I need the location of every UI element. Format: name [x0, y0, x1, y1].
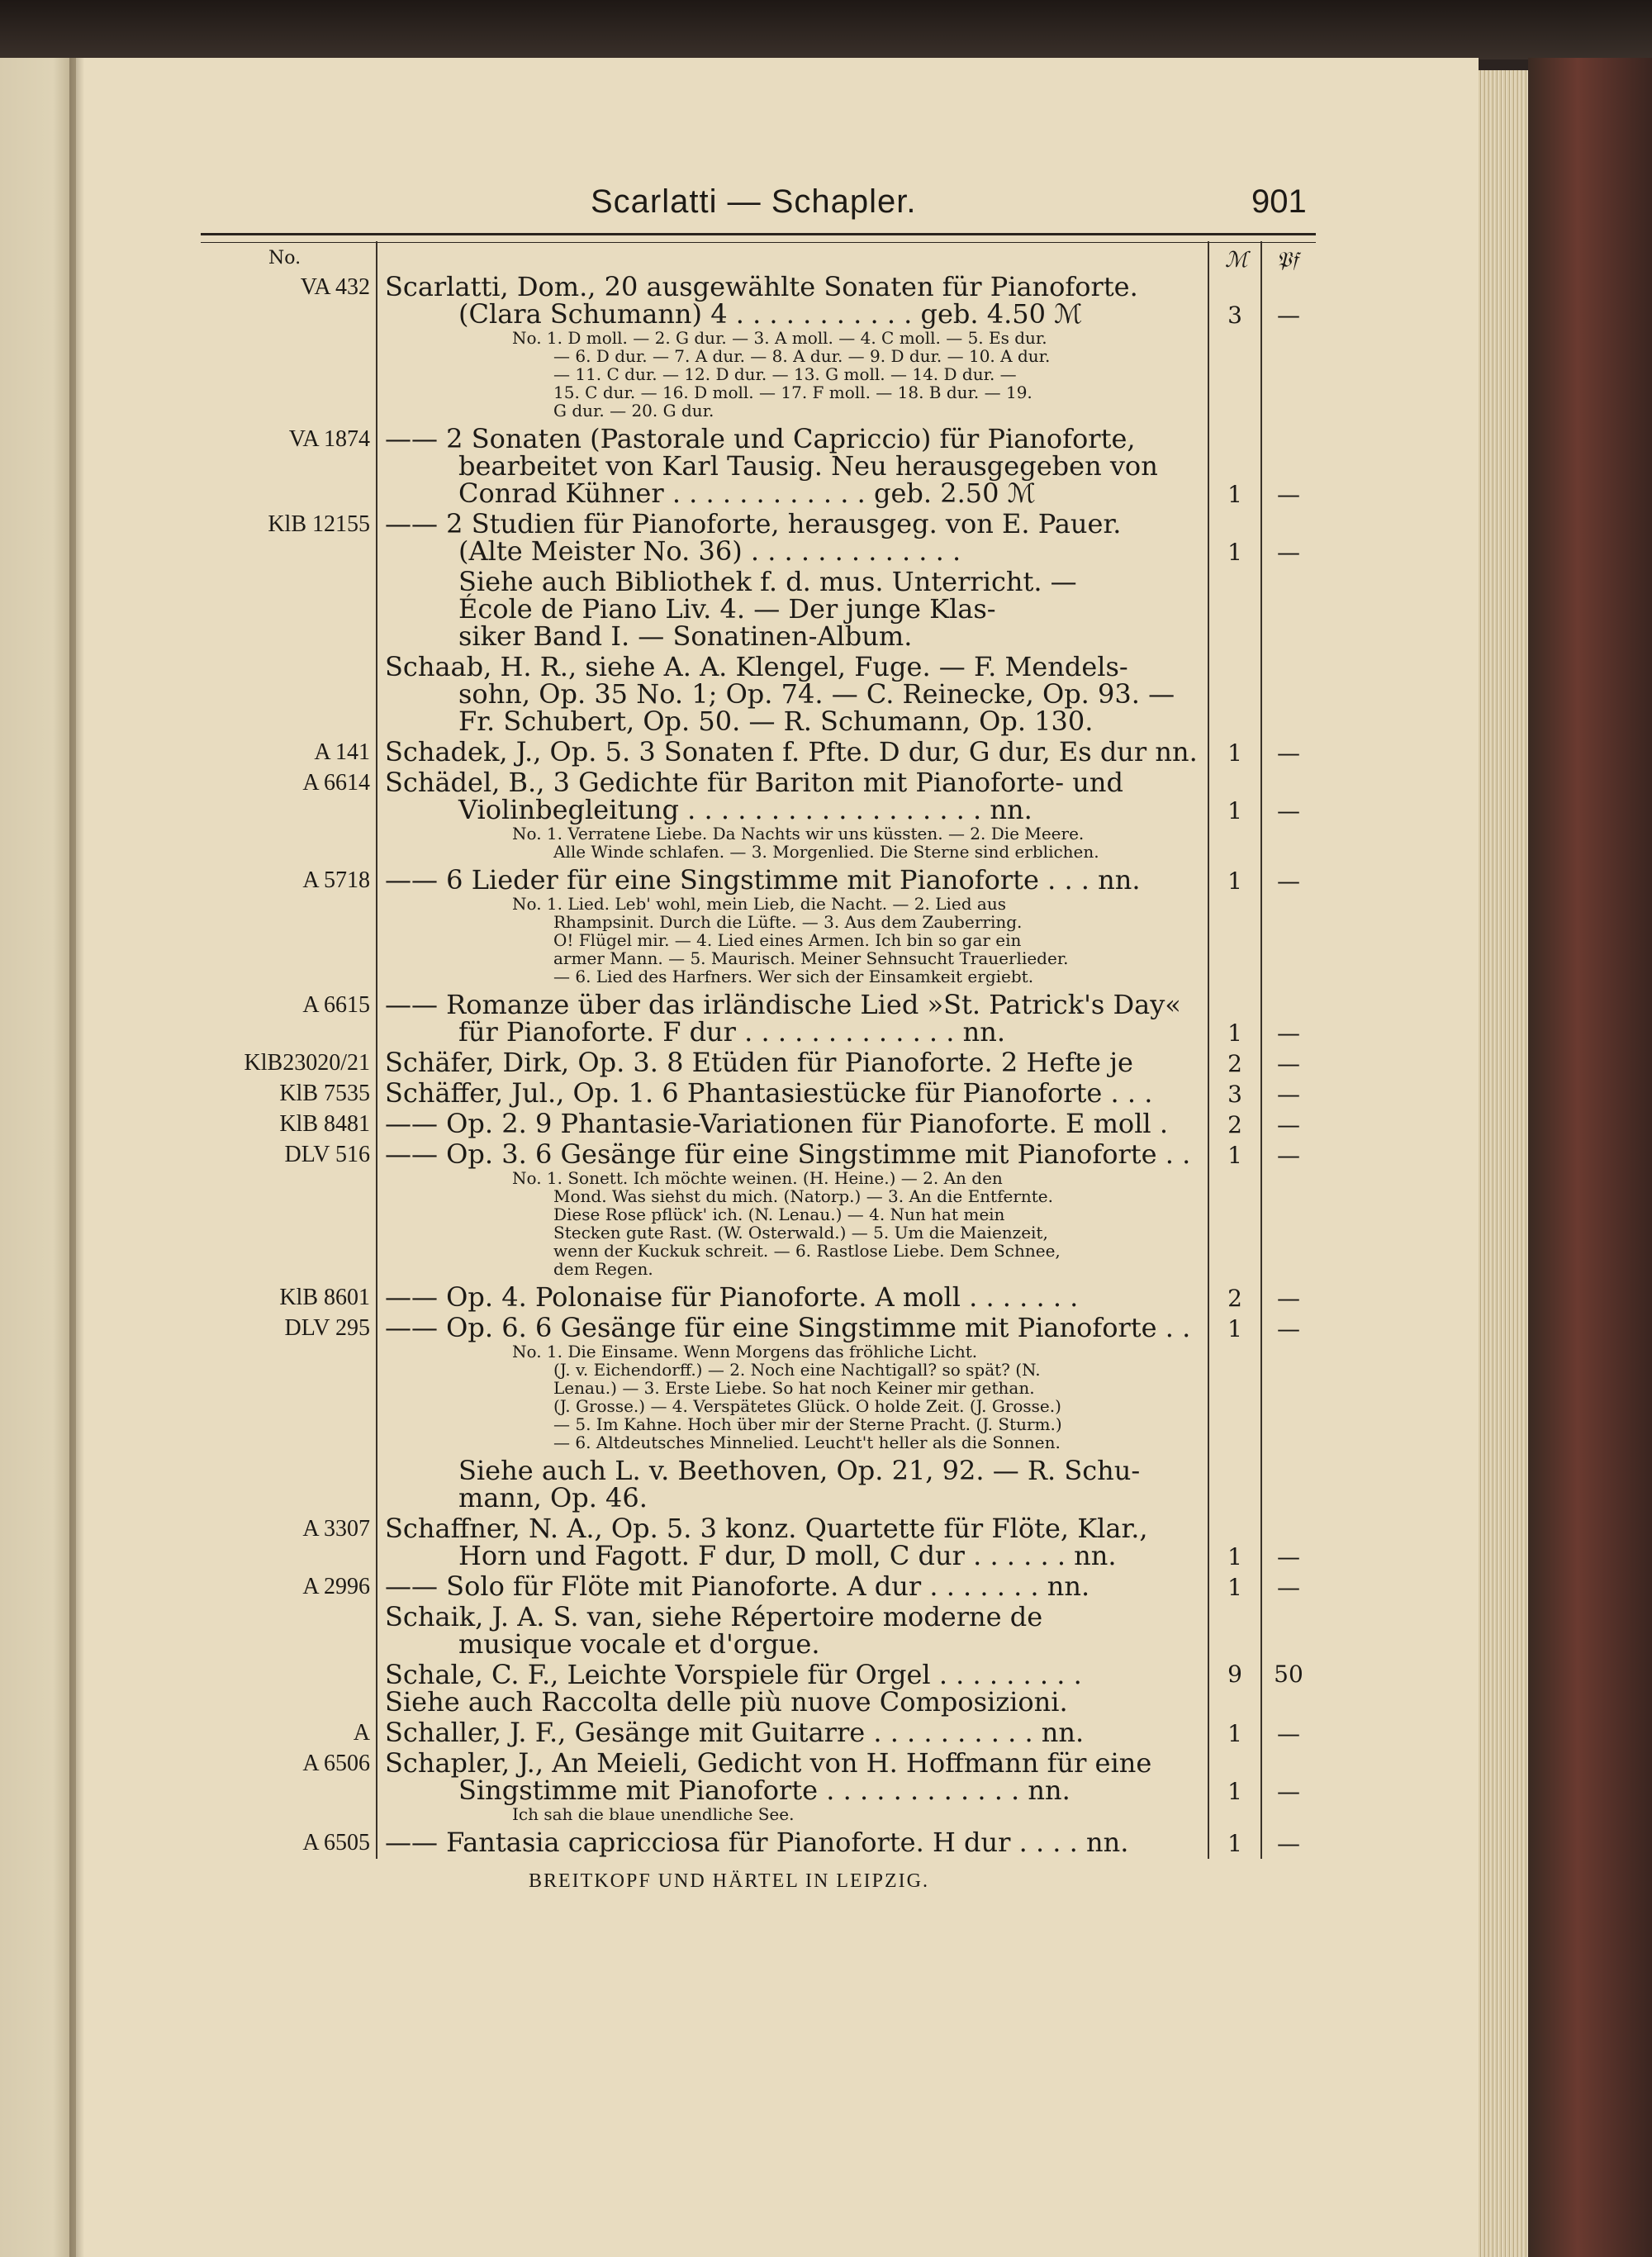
entry-contents-line: Lenau.) — 3. Erste Liebe. So hat noch Keiner mir gethan. [553, 1378, 1035, 1398]
entry-text-line: siker Band I. — Sonatinen-Album. [458, 620, 913, 652]
price-mark: 1 [1227, 1543, 1242, 1570]
price-pfennig: — [1277, 302, 1300, 329]
column-divider-mark [1208, 241, 1209, 1859]
entry-text-line: mann, Op. 46. [458, 1482, 648, 1513]
entry-contents-line: Alle Winde schlafen. — 3. Morgenlied. Die Sterne sind erblichen. [553, 842, 1099, 862]
entry-contents-line: O! Flügel mir. — 4. Lied eines Armen. Ich bin so gar ein [553, 930, 1022, 950]
price-mark: 1 [1227, 1315, 1242, 1342]
price-pfennig: — [1277, 867, 1300, 895]
column-mark-label: ℳ [1225, 248, 1248, 273]
catalog-number: KlB 8601 [279, 1285, 370, 1310]
entry-text-line: (Clara Schumann) 4 . . . . . . . . . . . geb. 4.50 ℳ [458, 298, 1083, 330]
catalog-number: KlB 12155 [268, 511, 370, 537]
catalog-number: VA 432 [300, 274, 370, 300]
entry-text-line: —— Solo für Flöte mit Pianoforte. A dur . . . . . . . nn. [385, 1570, 1090, 1602]
price-pfennig: — [1277, 797, 1300, 824]
entry-contents-line: 15. C dur. — 16. D moll. — 17. F moll. — 18. B dur. — 19. [553, 383, 1032, 402]
entry-contents-line: — 5. Im Kahne. Hoch über mir der Sterne Pracht. (J. Sturm.) [553, 1414, 1062, 1434]
entry-contents-line: (J. Grosse.) — 4. Verspätetes Glück. O holde Zeit. (J. Grosse.) [553, 1396, 1061, 1416]
entry-text-line: —— Op. 4. Polonaise für Pianoforte. A moll . . . . . . . [385, 1281, 1079, 1313]
entry-contents-line: (J. v. Eichendorff.) — 2. Noch eine Nachtigall? so spät? (N. [553, 1360, 1041, 1380]
entry-contents-line: No. 1. Lied. Leb' wohl, mein Lieb, die Nacht. — 2. Lied aus [512, 894, 1006, 914]
header-rule [201, 233, 1316, 243]
entry-contents-line: armer Mann. — 5. Maurisch. Meiner Sehnsucht Trauerlieder. [553, 948, 1069, 968]
entry-contents-line: Ich sah die blaue unendliche See. [512, 1804, 795, 1824]
price-pfennig: — [1277, 1574, 1300, 1601]
entry-text-line: sohn, Op. 35 No. 1; Op. 74. — C. Reinecke, Op. 93. — [458, 678, 1175, 710]
price-mark: 1 [1227, 539, 1242, 566]
catalog-number: A 6614 [302, 770, 370, 796]
running-title: Scarlatti — Schapler. [591, 183, 917, 220]
price-pfennig: — [1277, 1315, 1300, 1342]
price-mark: 1 [1227, 797, 1242, 824]
catalog-number: A 5718 [302, 867, 370, 893]
price-mark: 3 [1227, 1081, 1242, 1108]
entry-contents-line: Rhampsinit. Durch die Lüfte. — 3. Aus dem Zauberring. [553, 912, 1023, 932]
catalog-number: A 2996 [302, 1574, 370, 1599]
catalog-number: DLV 516 [284, 1142, 370, 1167]
entry-text-line: Schaffner, N. A., Op. 5. 3 konz. Quartette für Flöte, Klar., [385, 1513, 1148, 1544]
entry-text-line: Schapler, J., An Meieli, Gedicht von H. Hoffmann für eine [385, 1747, 1152, 1779]
entry-text-line: —— Op. 3. 6 Gesänge für eine Singstimme mit Pianoforte . . [385, 1138, 1191, 1170]
entry-contents-line: — 11. C dur. — 12. D dur. — 13. G moll. — 14. D dur. — [553, 364, 1017, 384]
price-mark: 2 [1227, 1111, 1242, 1138]
entry-contents-line: — 6. Altdeutsches Minnelied. Leucht't heller als die Sonnen. [553, 1433, 1061, 1452]
entry-text-line: Scarlatti, Dom., 20 ausgewählte Sonaten für Pianoforte. [385, 271, 1138, 302]
catalog-number: A 3307 [302, 1516, 370, 1542]
price-mark: 1 [1227, 481, 1242, 508]
page-header [0, 183, 1479, 233]
price-mark: 1 [1227, 1142, 1242, 1169]
entry-contents-line: — 6. Lied des Harfners. Wer sich der Einsamkeit ergiebt. [553, 967, 1034, 986]
price-mark: 2 [1227, 1050, 1242, 1077]
facing-page-edge [0, 58, 76, 2257]
price-pfennig: — [1277, 481, 1300, 508]
entry-text-line: —— 2 Sonaten (Pastorale und Capriccio) für Pianoforte, [385, 423, 1136, 454]
price-mark: 3 [1227, 302, 1242, 329]
entry-contents-line: — 6. D dur. — 7. A dur. — 8. A dur. — 9. D dur. — 10. A dur. [553, 346, 1051, 366]
page-block-edges [1479, 70, 1528, 2257]
price-mark: 1 [1227, 867, 1242, 895]
catalog-number: VA 1874 [288, 426, 370, 452]
column-divider-number [376, 241, 377, 1859]
entry-text-line: Schädel, B., 3 Gedichte für Bariton mit Pianoforte- und [385, 767, 1123, 798]
entry-contents-line: No. 1. Verratene Liebe. Da Nachts wir uns küssten. — 2. Die Meere. [512, 824, 1085, 843]
price-mark: 1 [1227, 1830, 1242, 1857]
price-pfennig: — [1277, 1019, 1300, 1047]
price-pfennig: — [1277, 539, 1300, 566]
publisher-footer: BREITKOPF UND HÄRTEL IN LEIPZIG. [529, 1870, 929, 1892]
price-pfennig: — [1277, 1720, 1300, 1747]
entry-text-line: —— Romanze über das irländische Lied »St. Patrick's Day« [385, 989, 1181, 1020]
entry-text-line: Horn und Fagott. F dur, D moll, C dur . . . . . . nn. [458, 1540, 1117, 1571]
price-mark: 9 [1227, 1661, 1242, 1688]
entry-text-line: —— 6 Lieder für eine Singstimme mit Pianoforte . . . nn. [385, 864, 1141, 896]
column-no-label: No. [268, 248, 301, 268]
entry-text-line: Singstimme mit Pianoforte . . . . . . . . . . . . nn. [458, 1775, 1070, 1806]
entry-text-line: Siehe auch Raccolta delle più nuove Composizioni. [385, 1686, 1068, 1718]
price-pfennig: — [1277, 1142, 1300, 1169]
catalog-number: A 6615 [302, 992, 370, 1018]
price-mark: 1 [1227, 1019, 1242, 1047]
price-pfennig: — [1277, 1081, 1300, 1108]
price-mark: 1 [1227, 1778, 1242, 1805]
price-pfennig: — [1277, 1285, 1300, 1312]
catalog-number: A 141 [314, 739, 370, 765]
catalog-number: A 6506 [302, 1751, 370, 1776]
entry-contents-line: wenn der Kuckuk schreit. — 6. Rastlose Liebe. Dem Schnee, [553, 1241, 1061, 1261]
price-pfennig: — [1277, 1111, 1300, 1138]
price-mark: 1 [1227, 1720, 1242, 1747]
entry-text-line: Conrad Kühner . . . . . . . . . . . . geb. 2.50 ℳ [458, 478, 1036, 509]
entry-contents-line: Mond. Was siehst du mich. (Natorp.) — 3. An die Entfernte. [553, 1186, 1053, 1206]
page-number: 901 [1251, 183, 1307, 220]
price-pfennig: — [1277, 1543, 1300, 1570]
entry-text-line: Schadek, J., Op. 5. 3 Sonaten f. Pfte. D dur, G dur, Es dur nn. [385, 736, 1198, 767]
entry-text-line: —— Op. 2. 9 Phantasie-Variationen für Pianoforte. E moll . [385, 1108, 1168, 1139]
entry-text-line: Violinbegleitung . . . . . . . . . . . . . . . . . . nn. [458, 794, 1032, 825]
entry-contents-line: No. 1. Sonett. Ich möchte weinen. (H. Heine.) — 2. An den [512, 1168, 1003, 1188]
entry-contents-line: No. 1. D moll. — 2. G dur. — 3. A moll. — 4. C moll. — 5. Es dur. [512, 328, 1047, 348]
entry-text-line: Schäffer, Jul., Op. 1. 6 Phantasiestücke für Pianoforte . . . [385, 1077, 1153, 1109]
catalog-number: KlB23020/21 [244, 1050, 370, 1076]
price-pfennig: — [1277, 739, 1300, 767]
entry-text-line: École de Piano Liv. 4. — Der junge Klas- [458, 593, 996, 625]
column-divider-pf [1260, 241, 1262, 1859]
price-mark: 1 [1227, 739, 1242, 767]
entry-text-line: —— Op. 6. 6 Gesänge für eine Singstimme mit Pianoforte . . [385, 1312, 1191, 1343]
entry-text-line: Siehe auch Bibliothek f. d. mus. Unterricht. — [458, 566, 1077, 597]
catalog-number: DLV 295 [284, 1315, 370, 1341]
entry-text-line: Schäfer, Dirk, Op. 3. 8 Etüden für Pianoforte. 2 Hefte je [385, 1047, 1133, 1078]
entry-text-line: musique vocale et d'orgue. [458, 1628, 820, 1660]
entry-text-line: bearbeitet von Karl Tausig. Neu herausgegeben von [458, 450, 1158, 482]
entry-contents-line: G dur. — 20. G dur. [553, 401, 714, 421]
entry-contents-line: Stecken gute Rast. (W. Osterwald.) — 5. Um die Maienzeit, [553, 1223, 1048, 1243]
entry-text-line: Schaab, H. R., siehe A. A. Klengel, Fuge. — F. Mendels- [385, 651, 1128, 682]
catalog-number: KlB 7535 [279, 1081, 370, 1106]
entry-text-line: Fr. Schubert, Op. 50. — R. Schumann, Op. 130. [458, 706, 1094, 737]
entry-text-line: Siehe auch L. v. Beethoven, Op. 21, 92. — R. Schu- [458, 1455, 1141, 1486]
price-mark: 1 [1227, 1574, 1242, 1601]
entry-contents-line: dem Regen. [553, 1259, 653, 1279]
catalog-number: KlB 8481 [279, 1111, 370, 1137]
column-pf-label: 𝔓𝔣 [1276, 248, 1298, 273]
price-mark: 2 [1227, 1285, 1242, 1312]
gutter-shadow [69, 58, 84, 2257]
entry-text-line: für Pianoforte. F dur . . . . . . . . . . . . . nn. [458, 1016, 1005, 1048]
catalog-number: A 6505 [302, 1830, 370, 1855]
entry-text-line: Schaik, J. A. S. van, siehe Répertoire moderne de [385, 1601, 1043, 1632]
price-pfennig: — [1277, 1830, 1300, 1857]
price-pfennig: — [1277, 1050, 1300, 1077]
entry-contents-line: Diese Rose pflück' ich. (N. Lenau.) — 4. Nun hat mein [553, 1205, 1005, 1224]
price-pfennig: — [1277, 1778, 1300, 1805]
book-cover-edge [1528, 58, 1652, 2257]
entry-text-line: Schaller, J. F., Gesänge mit Guitarre . . . . . . . . . . nn. [385, 1717, 1085, 1748]
price-pfennig: 50 [1274, 1661, 1303, 1688]
entry-text-line: Schale, C. F., Leichte Vorspiele für Orgel . . . . . . . . . [385, 1659, 1082, 1690]
catalog-number: A [353, 1720, 370, 1746]
entry-text-line: —— 2 Studien für Pianoforte, herausgeg. von E. Pauer. [385, 508, 1122, 539]
entry-text-line: (Alte Meister No. 36) . . . . . . . . . . . . . [458, 535, 961, 567]
entry-contents-line: No. 1. Die Einsame. Wenn Morgens das fröhliche Licht. [512, 1342, 978, 1361]
entry-text-line: —— Fantasia capricciosa für Pianoforte. H dur . . . . nn. [385, 1827, 1129, 1858]
scan-top-edge [0, 0, 1652, 59]
